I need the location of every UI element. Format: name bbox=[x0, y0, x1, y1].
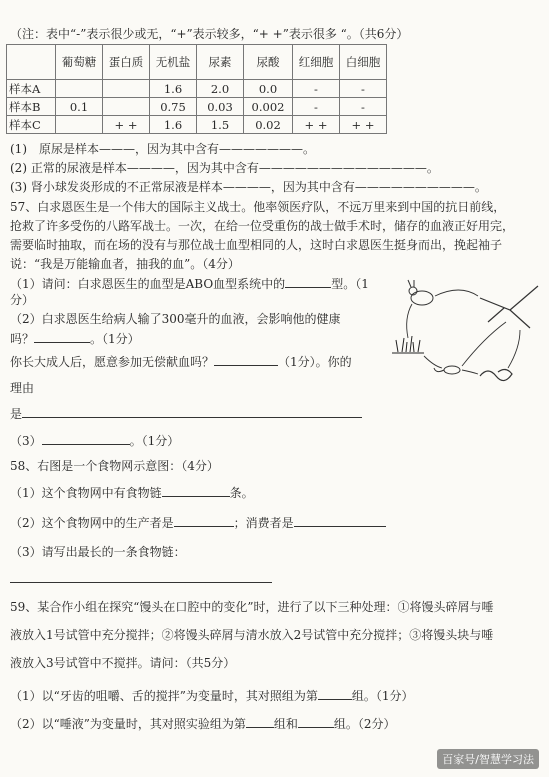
q57-donate-suffix: （1分）。你的 bbox=[278, 355, 352, 369]
q58-item-2-mid: ；消费者是 bbox=[233, 516, 294, 530]
q58-title: 58、右图是一个食物网示意图：（4分） bbox=[10, 459, 219, 473]
control-group-blank[interactable] bbox=[318, 687, 352, 700]
q57-donate-text: 你长大成人后，愿意参加无偿献血吗？ bbox=[10, 355, 215, 369]
q57-item-1 bbox=[10, 275, 369, 292]
experiment-group-blank-1[interactable] bbox=[246, 715, 274, 728]
table-cell: - bbox=[340, 80, 387, 98]
longest-chain-blank[interactable] bbox=[10, 570, 272, 583]
q59-item-2-mid: 组和 bbox=[273, 717, 298, 731]
table-note: （注：表中“-”表示很少或无，“+”表示较多，“+ +”表示很多 “。（共6分） bbox=[10, 27, 409, 41]
table-row bbox=[7, 116, 387, 134]
table-cell: 0.02 bbox=[244, 116, 293, 134]
table-cell: 0.002 bbox=[244, 98, 293, 116]
q57-item-3-suffix: 。（1分） bbox=[129, 434, 180, 448]
q58-item-1-text: （1）这个食物网中有食物链 bbox=[10, 486, 162, 500]
blood-type-blank[interactable] bbox=[285, 275, 331, 288]
table-header-cell: 尿素 bbox=[197, 45, 244, 80]
urine-sample-table bbox=[6, 44, 387, 134]
snake-icon bbox=[480, 369, 512, 380]
experiment-group-blank-2[interactable] bbox=[298, 715, 334, 728]
mouse-icon bbox=[434, 366, 460, 374]
q57-paragraph-line: 57、白求恩医生是一个伟大的国际主义战士。他率领医疗队，不远万里来到中国的抗日前线， bbox=[10, 200, 506, 214]
q59-item-1 bbox=[10, 687, 414, 704]
reason-answer-blank[interactable] bbox=[22, 405, 362, 418]
table-cell: 1.5 bbox=[197, 116, 244, 134]
table-cell bbox=[56, 116, 103, 134]
q57-donate-question bbox=[10, 353, 352, 370]
watermark: 百家号/智慧学习法 bbox=[437, 749, 539, 769]
table-header-cell: 白细胞 bbox=[340, 45, 387, 80]
consumer-blank[interactable] bbox=[294, 514, 386, 527]
q57-reason-label: 理由 bbox=[10, 381, 35, 395]
q59-paragraph-line: 液放入3号试管中不搅拌。请问：（共5分） bbox=[10, 656, 236, 670]
table-cell: 2.0 bbox=[197, 80, 244, 98]
q56-item-1: (1) 原尿是样本———，因为其中含有———————。 bbox=[10, 142, 315, 156]
table-cell bbox=[103, 80, 150, 98]
producer-blank[interactable] bbox=[174, 514, 234, 527]
q59-paragraph-line: 59、某合作小组在探究“馒头在口腔中的变化”时，进行了以下三种处理：①将馒头碎屑与唾 bbox=[10, 600, 494, 614]
table-cell: 0.75 bbox=[150, 98, 197, 116]
table-row bbox=[7, 80, 387, 98]
q56-item-3: (3) 肾小球发炎形成的不正常尿液是样本————，因为其中含有——————————。 bbox=[10, 180, 487, 194]
table-cell: + + bbox=[340, 116, 387, 134]
table-cell: 1.6 bbox=[150, 116, 197, 134]
q57-item-3-blank[interactable] bbox=[42, 432, 130, 445]
q57-item-1-suffix: 型。（1 bbox=[331, 277, 369, 291]
chain-count-blank[interactable] bbox=[162, 484, 230, 497]
table-cell: + + bbox=[103, 116, 150, 134]
table-cell: 样本A bbox=[7, 80, 56, 98]
q59-item-1-suffix: 组。（1分） bbox=[351, 689, 414, 703]
table-header-cell: 葡萄糖 bbox=[56, 45, 103, 80]
q57-paragraph-line: 抢救了许多受伤的八路军战士。一次，在给一位受重伤的战士做手术时，储存的血液正好用完， bbox=[10, 219, 515, 233]
q57-item-2: （2）白求恩医生给病人输了300毫升的血液，会影响他的健康 bbox=[10, 312, 341, 326]
donate-answer-blank[interactable] bbox=[214, 353, 278, 366]
table-cell: 样本B bbox=[7, 98, 56, 116]
table-cell: - bbox=[340, 98, 387, 116]
q57-paragraph-line: 说：“我是万能输血者，抽我的血”。（4分） bbox=[10, 257, 240, 271]
table-cell: 0.0 bbox=[244, 80, 293, 98]
q58-item-2 bbox=[10, 514, 386, 531]
table-header-cell: 蛋白质 bbox=[103, 45, 150, 80]
health-answer-blank[interactable] bbox=[34, 330, 90, 343]
q59-item-2 bbox=[10, 715, 396, 732]
table-cell bbox=[56, 80, 103, 98]
table-cell bbox=[103, 98, 150, 116]
table-cell: - bbox=[293, 80, 340, 98]
table-cell: 样本C bbox=[7, 116, 56, 134]
food-chain-arrow bbox=[407, 290, 520, 374]
grass-icon bbox=[392, 336, 424, 353]
table-cell: 1.6 bbox=[150, 80, 197, 98]
q59-paragraph-line: 液放入1号试管中充分搅拌；②将馒头碎屑与清水放入2号试管中充分搅拌；③将馒头块与唾 bbox=[10, 628, 494, 642]
rabbit-icon bbox=[408, 280, 433, 305]
q57-item-2-cont bbox=[10, 330, 140, 347]
q59-item-2-text: （2）以“唾液”为变量时，其对照实验组为第 bbox=[10, 717, 246, 731]
q57-reason-line bbox=[10, 405, 362, 422]
q58-item-1 bbox=[10, 484, 254, 501]
food-web-diagram bbox=[380, 278, 540, 388]
q57-item-1-cont: 分） bbox=[10, 293, 35, 307]
q57-item-2-suffix: 。（1分） bbox=[90, 332, 140, 346]
q57-item-3 bbox=[10, 432, 179, 449]
table-header-cell bbox=[7, 45, 56, 80]
q58-answer-line bbox=[10, 570, 272, 587]
table-header-cell: 红细胞 bbox=[293, 45, 340, 80]
table-row bbox=[7, 98, 387, 116]
eagle-icon bbox=[480, 286, 538, 328]
q58-item-3: （3）请写出最长的一条食物链： bbox=[10, 545, 186, 559]
q59-item-1-text: （1）以“牙齿的咀嚼、舌的搅拌”为变量时，其对照组为第 bbox=[10, 689, 318, 703]
table-cell: + + bbox=[293, 116, 340, 134]
table-cell: 0.03 bbox=[197, 98, 244, 116]
table-header-cell: 无机盐 bbox=[150, 45, 197, 80]
q57-item-1-text: （1）请问：白求恩医生的血型是ABO血型系统中的 bbox=[10, 277, 286, 291]
q57-item-3-text: （3） bbox=[10, 434, 42, 448]
q57-reason-is: 是 bbox=[10, 407, 23, 421]
q57-paragraph-line: 需要临时抽取，而在场的没有与那位战士血型相同的人，这时白求恩医生挺身而出，挽起袖子 bbox=[10, 238, 503, 252]
q59-item-2-suffix: 组。（2分） bbox=[333, 717, 396, 731]
table-header-row bbox=[7, 45, 387, 80]
table-header-cell: 尿酸 bbox=[244, 45, 293, 80]
q58-item-2-text: （2）这个食物网中的生产者是 bbox=[10, 516, 174, 530]
table-cell: 0.1 bbox=[56, 98, 103, 116]
q58-item-1-suffix: 条。 bbox=[229, 486, 254, 500]
q56-item-2: (2) 正常的尿液是样本————，因为其中含有——————————————。 bbox=[10, 161, 439, 175]
q57-item-2-text: 吗？ bbox=[10, 332, 35, 346]
table-cell: - bbox=[293, 98, 340, 116]
